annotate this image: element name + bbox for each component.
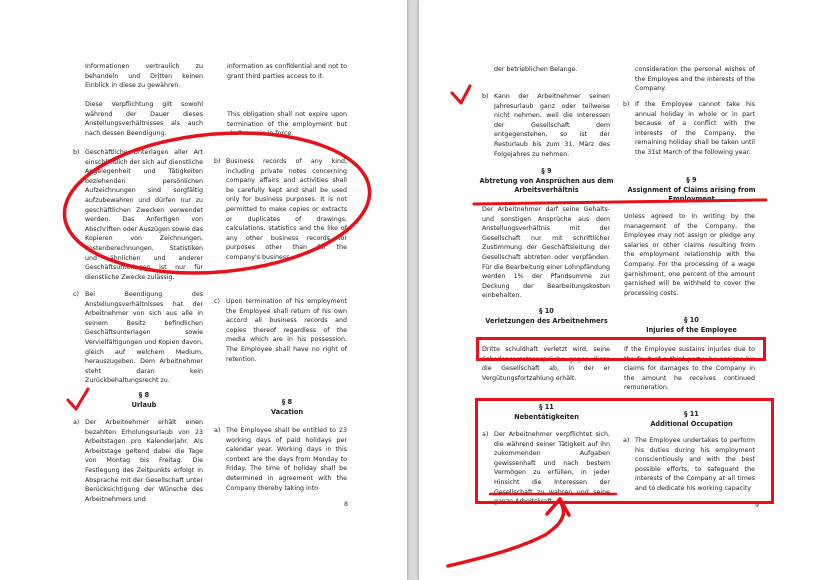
clause-label: a) [214,427,221,434]
section-10-heading-en [624,316,759,335]
clause-label: b) [482,93,489,100]
clause-text: Kann der Arbeitnehmer seinen Jahresurlaub ganz oder teilweise nicht nehmen, weil die Interessen der Gesellschaft dem entgegenstehen, so ist der Resturlaub bis zum 31. März des Folgejahres zu nehmen. [494,93,610,158]
section-number: § 9 [541,167,552,175]
clause-a8-de [73,418,203,504]
section-title: Abtretung von Ansprüchen aus dem Arbeitsverhältnis [479,176,614,194]
section-title: Nebentätigkeiten [514,412,579,421]
clause-label: c) [214,298,220,305]
top-paragraph-en: consideration the personal wishes of the Employee and the interests of the Company. [635,66,755,93]
section-number: § 10 [684,316,699,324]
clause-label: c) [73,291,79,298]
clause-text: The Employee undertakes to perform his duties during his employment conscientiously and with the best possible efforts, to safeguard the interests of the Company at all times and to dedicate his working capacity [635,437,755,492]
clause-text: Geschäftliche Unterlagen aller Art einschließlich der sich auf dienstliche Angelegenheit und Tätigkeiten beziehenden persönlichen Aufzeichnungen sind sorgfältig aufzubewahren und dürfen nur zu geschäftlichen Zwecken verwendet werden. Das Anfertigen von Abschriften oder Auszügen sowie das Kopieren von Zeichnungen, Kostenberechnungen, Statistiken und ähnlichen und anderer Geschäftsunterlagen ist nur für dienstliche Zwecke zulässig. [85,149,203,281]
clause-label: a) [482,431,489,438]
section-number: § 10 [539,307,554,315]
clause-b-de [73,148,203,282]
section-10-paragraph-en: If the Employee sustains injuries due to the fault of a third party, he assigns his claims for damages to the Company in the amount he receives continued remuneration. [624,346,755,392]
section-number: § 8 [138,391,150,399]
section-title: Urlaub [131,400,157,409]
section-8-heading-en [227,398,347,417]
clause-label: a) [73,419,80,426]
clause-label: b) [623,101,630,108]
clause-b8-en [623,100,755,158]
section-9-heading-en [624,176,759,205]
section-8-heading-de [85,391,203,410]
page-number: 8 [344,501,349,508]
section-9-paragraph-de: Der Arbeitnehmer darf seine Gehalts- und sonstigen Ansprüche aus dem Anstellungsverhältnis mit der Gesellschaft nur mit schriftlicher Zustimmung der Geschäftsleitung der Gesellschaft abtreten oder verpfänden. Für die Bearbeitung einer Lohnpfändung werden 1% der Pfandsumme zur Deckung der Bearbeitungskosten einbehalten. [482,206,610,300]
top-paragraph-de: der betrieblichen Belange. [494,66,578,73]
clause-c-de [73,290,203,386]
section-9-paragraph-en: Unless agreed to in writing by the management of the Company, the Employee may not assign or pledge any salaries or other claims resulting from the employment relationship with the Company. For the processing of a wage garnishment, one percent of the amount garnished will be withheld to cover the processing costs. [624,213,755,297]
clause-a8-en [214,426,347,493]
clause-b-en [214,157,347,263]
section-number: § 11 [684,410,699,418]
clause-c-en [214,297,347,364]
section-title: Additional Occupation [650,419,733,428]
section-number: § 8 [281,398,293,406]
section-number: § 9 [686,176,697,184]
section-title: Injuries of the Employee [646,325,737,334]
section-title: Vacation [270,407,304,416]
clause-b8-de [482,92,610,159]
clause-label: a) [623,437,630,444]
expire-paragraph-en: This obligation shall not expire upon termination of the employment but shall remain in force. [227,111,347,138]
clause-label: b) [214,158,221,165]
intro-paragraph-en: information as confidential and not to grant third parties access to it. [227,63,347,80]
page-number: 9 [755,502,760,509]
expire-paragraph-de: Diese Verpflichtung gilt sowohl während der Dauer dieses Anstellungsverhältnisses als auch nach dessen Beendigung. [85,101,203,137]
section-10-heading-de [479,307,614,326]
section-10-paragraph-de: Dritte schuldhaft verletzt wird, seine Schadensersatzansprüche gegen diese die Gesellschaft ab, in der er Vergütungsfortzahlung erhält. [482,346,610,382]
clause-label: b) [73,149,80,156]
intro-paragraph-de: Informationen vertraulich zu behandeln und Dritten keinen Einblick in diese zu gewähren. [85,63,203,90]
clause-text: Der Arbeitnehmer erhält einen bezahlten Erholungsurlaub von 23 Arbeitstagen pro Kalenderjahr. Als Arbeitstage geltend dabei die Tage von Montag bis Freitag. Die Festlegung des Zeitpunkts erfolgt in Absprache mit der Gesellschaft unter Berücksichtigung der Wünsche des Arbeitnehmers und [85,419,203,503]
clause-text: Bei Beendigung des Anstellungsverhältnisses hat der Arbeitnehmer von sich aus alle in seinem Besitz befindlichen Geschäftsunterlagen sowie Vervielfältigungen und Kopien davon, gleich auf welchem Medium, herauszugeben. Dem Arbeitnehmer steht daran kein Zurückbehaltungsrecht zu. [85,291,203,385]
box-sec11 [475,398,774,504]
clause-text: If the Employee cannot take his annual holiday in whole or in part because of a conflict with the interests of the Company, the remaining holiday shall be taken until the 31st March of the following year. [635,101,755,156]
clause-text: Upon termination of his employment the Employee shall return of his own accord all business records and copies thereof regardless of the media which are in his possession. The Employee shall have no right of retention. [226,298,347,363]
left-document-page [0,0,407,580]
box-sec10 [476,337,766,361]
section-title: Verletzungen des Arbeitnehmers [485,316,608,325]
section-title: Assignment of Claims arising from Employment [627,185,756,203]
section-9-heading-de [479,167,614,196]
clause-text: The Employee shall be entitled to 23 working days of paid holidays per calendar year. Working days in this context are the days from Monday to Friday. The time of holiday shall be determined in agreement with the Company thereby taking into [226,427,347,492]
clause-text: Business records of any kind, including private notes concerning company affairs and activities shall be carefully kept and shall be used only for business purposes. It is not permitted to make copies or extracts or duplicates of drawings, calculations, statistics and the like of any other business records for purposes other than for the company's business. [226,158,347,261]
section-number: § 11 [539,403,554,411]
clause-text: Der Arbeitnehmer verpflichtet sich, die während seiner Tätigkeit auf ihn zukommenden Aufgaben gewissenhaft und nach bestem Vermögen zu erfüllen, in jeder Hinsicht die Interessen der Gesellschaft zu wahren und seine ganze Arbeitskraft [494,431,610,506]
